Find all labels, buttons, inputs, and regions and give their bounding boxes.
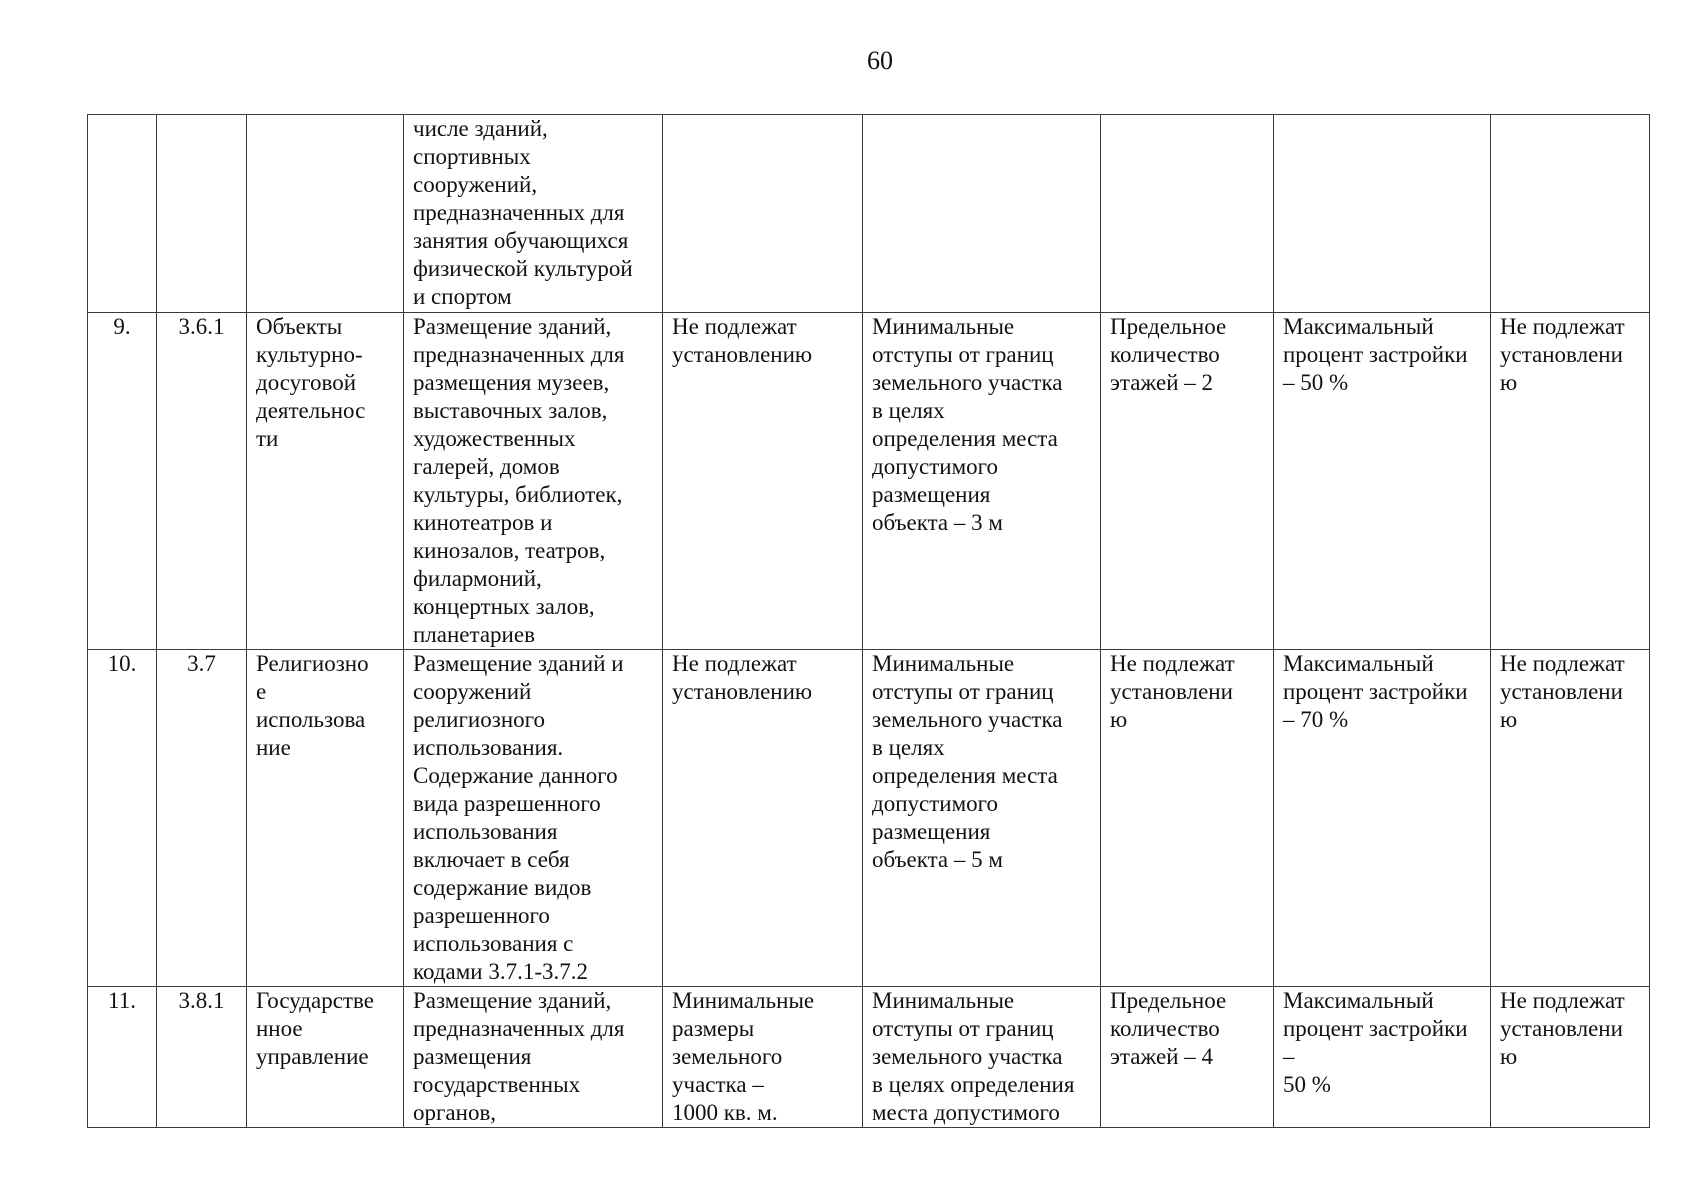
table-row [88, 313, 1650, 650]
cell-line: предназначенных для [413, 342, 625, 367]
cell-line: Объекты [256, 314, 343, 339]
cell-line: установлени [1110, 679, 1233, 704]
cell-line: ти [256, 426, 279, 451]
cell-line: 9. [113, 314, 131, 339]
cell-line: установлени [1500, 342, 1623, 367]
cell-line: использования [413, 819, 558, 844]
other-params-cell [1491, 650, 1650, 987]
cell-line: использования. [413, 735, 564, 760]
cell-line: размеры [672, 1016, 755, 1041]
cell-line: отступы от границ [872, 1016, 1054, 1041]
coverage-cell [1274, 650, 1491, 987]
plot-size-cell [663, 650, 863, 987]
cell-line: процент застройки [1283, 342, 1468, 367]
cell-line: объекта – 3 м [872, 510, 1003, 535]
land-use-table [87, 114, 1650, 1128]
table-row [88, 115, 1650, 313]
cell-line: Размещение зданий, [413, 314, 612, 339]
use-name-cell [247, 987, 404, 1128]
cell-line: размещения музеев, [413, 370, 610, 395]
row-number-cell [88, 987, 157, 1128]
cell-line: Минимальные [872, 988, 1015, 1013]
cell-line: объекта – 5 м [872, 847, 1003, 872]
cell-line: земельного участка [872, 1044, 1063, 1069]
cell-line: 50 % [1283, 1072, 1331, 1097]
cell-line: досуговой [256, 370, 357, 395]
cell-line: Не подлежат [672, 651, 797, 676]
page-number: 60 [867, 46, 893, 75]
plot-size-cell [663, 115, 863, 313]
cell-line: 11. [108, 988, 136, 1013]
cell-line: Государстве [256, 988, 374, 1013]
cell-line: земельного участка [872, 707, 1063, 732]
description-cell [404, 115, 663, 313]
cell-line: нное [256, 1016, 303, 1041]
cell-line: процент застройки [1283, 679, 1468, 704]
cell-line: Религиозно [256, 651, 369, 676]
cell-line: Минимальные [872, 651, 1015, 676]
cell-line: Не подлежат [1500, 314, 1625, 339]
cell-line: использования с [413, 931, 574, 956]
cell-line: сооружений [413, 679, 532, 704]
cell-line: 3.6.1 [178, 314, 225, 339]
other-params-cell [1491, 987, 1650, 1128]
cell-line: Минимальные [672, 988, 815, 1013]
cell-line: установлени [1500, 679, 1623, 704]
cell-line: Размещение зданий, [413, 988, 612, 1013]
cell-line: Не подлежат [1500, 651, 1625, 676]
cell-line: Размещение зданий и [413, 651, 624, 676]
cell-line: Максимальный [1283, 651, 1434, 676]
row-number-cell [88, 115, 157, 313]
cell-line: процент застройки [1283, 1016, 1468, 1041]
cell-line: установлению [672, 679, 813, 704]
cell-line: управление [256, 1044, 369, 1069]
cell-line: в целях определения [872, 1072, 1075, 1097]
row-number-cell [88, 313, 157, 650]
cell-line: художественных [413, 426, 576, 451]
use-name-cell [247, 115, 404, 313]
other-params-cell [1491, 313, 1650, 650]
cell-line: кинозалов, театров, [413, 538, 606, 563]
cell-line: физической культурой [413, 256, 633, 281]
cell-line: размещения [872, 819, 991, 844]
cell-line: ю [1500, 707, 1518, 732]
cell-line: этажей – 2 [1110, 370, 1214, 395]
cell-line: выставочных залов, [413, 398, 608, 423]
cell-line: в целях [872, 398, 945, 423]
cell-line: определения места [872, 763, 1058, 788]
cell-line: места допустимого [872, 1100, 1060, 1125]
cell-line: 1000 кв. м. [672, 1100, 778, 1125]
cell-line: Не подлежат [672, 314, 797, 339]
cell-line: – [1283, 1044, 1295, 1069]
cell-line: допустимого [872, 791, 998, 816]
cell-line: предназначенных для [413, 1016, 625, 1041]
cell-line: религиозного [413, 707, 545, 732]
cell-line: размещения [872, 482, 991, 507]
cell-line: допустимого [872, 454, 998, 479]
description-cell [404, 650, 663, 987]
cell-line: 10. [107, 651, 137, 676]
floors-cell [1101, 987, 1274, 1128]
cell-line: земельного [672, 1044, 783, 1069]
cell-line: и спортом [413, 284, 512, 309]
cell-line: отступы от границ [872, 342, 1054, 367]
cell-line: отступы от границ [872, 679, 1054, 704]
cell-line: ю [1500, 1044, 1518, 1069]
cell-line: включает в себя [413, 847, 570, 872]
floors-cell [1101, 313, 1274, 650]
cell-line: культуры, библиотек, [413, 482, 623, 507]
cell-line: – 50 % [1283, 370, 1349, 395]
cell-line: – 70 % [1283, 707, 1349, 732]
cell-line: Предельное [1110, 988, 1227, 1013]
use-name-cell [247, 650, 404, 987]
cell-line: размещения [413, 1044, 532, 1069]
use-name-cell [247, 313, 404, 650]
cell-line: количество [1110, 342, 1220, 367]
cell-line: установлени [1500, 1016, 1623, 1041]
cell-line: Не подлежат [1110, 651, 1235, 676]
cell-line: числе зданий, [413, 116, 548, 141]
cell-line: использова [256, 707, 366, 732]
cell-line: Минимальные [872, 314, 1015, 339]
cell-line: ю [1500, 370, 1518, 395]
cell-line: количество [1110, 1016, 1220, 1041]
use-code-cell [157, 313, 247, 650]
cell-line: концертных залов, [413, 594, 595, 619]
use-code-cell [157, 650, 247, 987]
setbacks-cell [863, 987, 1101, 1128]
cell-line: культурно- [256, 342, 363, 367]
table-row [88, 987, 1650, 1128]
setbacks-cell [863, 650, 1101, 987]
cell-line: Содержание данного [413, 763, 618, 788]
cell-line: Максимальный [1283, 988, 1434, 1013]
cell-line: предназначенных для [413, 200, 625, 225]
cell-line: деятельнос [256, 398, 366, 423]
other-params-cell [1491, 115, 1650, 313]
cell-line: спортивных [413, 144, 531, 169]
cell-line: органов, [413, 1100, 497, 1125]
cell-line: галерей, домов [413, 454, 560, 479]
description-cell [404, 987, 663, 1128]
cell-line: ние [256, 735, 291, 760]
plot-size-cell [663, 313, 863, 650]
cell-line: Предельное [1110, 314, 1227, 339]
cell-line: установлению [672, 342, 813, 367]
cell-line: Не подлежат [1500, 988, 1625, 1013]
cell-line: 3.8.1 [178, 988, 225, 1013]
cell-line: сооружений, [413, 172, 538, 197]
table-row [88, 650, 1650, 987]
cell-line: кинотеатров и [413, 510, 553, 535]
cell-line: вида разрешенного [413, 791, 601, 816]
cell-line: планетариев [413, 622, 535, 647]
setbacks-cell [863, 115, 1101, 313]
plot-size-cell [663, 987, 863, 1128]
description-cell [404, 313, 663, 650]
coverage-cell [1274, 313, 1491, 650]
cell-line: е [256, 679, 267, 704]
cell-line: участка – [672, 1072, 764, 1097]
cell-line: ю [1110, 707, 1128, 732]
floors-cell [1101, 650, 1274, 987]
cell-line: филармоний, [413, 566, 542, 591]
cell-line: в целях [872, 735, 945, 760]
cell-line: определения места [872, 426, 1058, 451]
cell-line: государственных [413, 1072, 581, 1097]
cell-line: этажей – 4 [1110, 1044, 1214, 1069]
floors-cell [1101, 115, 1274, 313]
use-code-cell [157, 987, 247, 1128]
cell-line: кодами 3.7.1-3.7.2 [413, 959, 589, 984]
setbacks-cell [863, 313, 1101, 650]
cell-line: 3.7 [187, 651, 216, 676]
cell-line: Максимальный [1283, 314, 1434, 339]
cell-line: занятия обучающихся [413, 228, 629, 253]
row-number-cell [88, 650, 157, 987]
cell-line: разрешенного [413, 903, 550, 928]
coverage-cell [1274, 987, 1491, 1128]
cell-line: земельного участка [872, 370, 1063, 395]
coverage-cell [1274, 115, 1491, 313]
cell-line: содержание видов [413, 875, 592, 900]
use-code-cell [157, 115, 247, 313]
